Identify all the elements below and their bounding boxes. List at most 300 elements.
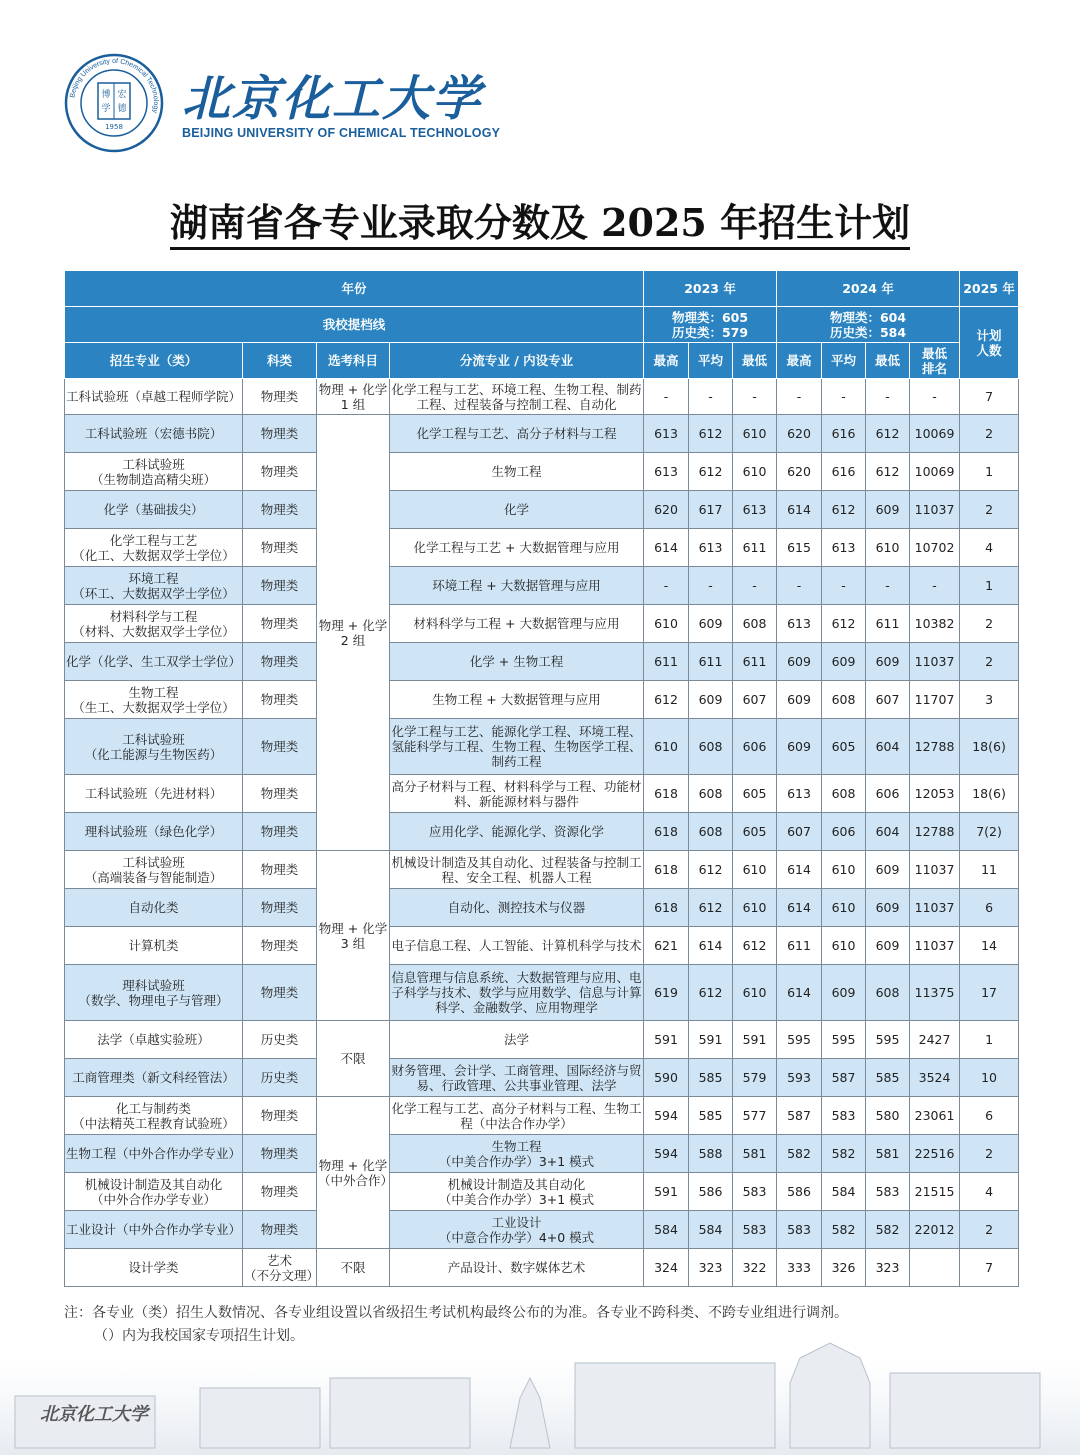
rank-2024-cell: 11375 [910, 965, 960, 1021]
line-label: 我校提档线 [65, 307, 644, 343]
plan-cell: 2 [960, 643, 1019, 681]
score-2024-cell: 606 [866, 775, 910, 813]
table-row [65, 1097, 1019, 1135]
col-min-2024: 最低 [866, 343, 910, 379]
major-cell: 材料科学与工程 （材料、大数据双学士学位） [65, 605, 243, 643]
score-2024-cell: - [822, 379, 866, 415]
subject-cell: 物理类 [243, 851, 317, 889]
plan-cell: 2 [960, 491, 1019, 529]
score-2024-cell: 582 [777, 1135, 822, 1173]
subject-group-cell: 不限 [317, 1021, 390, 1097]
plan-cell: 18(6) [960, 719, 1019, 775]
subject-cell: 物理类 [243, 927, 317, 965]
score-2023-cell: 621 [644, 927, 689, 965]
subject-cell: 物理类 [243, 1211, 317, 1249]
major-cell: 理科试验班（绿色化学） [65, 813, 243, 851]
score-2023-cell: 610 [733, 453, 777, 491]
rank-2024-cell: 12788 [910, 719, 960, 775]
plan-cell: 1 [960, 453, 1019, 491]
score-2024-cell: 612 [866, 415, 910, 453]
rank-2024-cell: 11037 [910, 643, 960, 681]
score-2023-cell: 612 [689, 415, 733, 453]
rank-2024-cell: 22516 [910, 1135, 960, 1173]
score-2023-cell: 577 [733, 1097, 777, 1135]
score-2024-cell: - [777, 567, 822, 605]
score-2024-cell: 583 [866, 1173, 910, 1211]
col-min-2023: 最低 [733, 343, 777, 379]
table-row [65, 681, 1019, 719]
score-2023-cell: 612 [733, 927, 777, 965]
table-row [65, 965, 1019, 1021]
table-row [65, 379, 1019, 415]
major-cell: 工科试验班（卓越工程师学院） [65, 379, 243, 415]
admission-table-wrap [64, 270, 1018, 1287]
score-2024-cell: 586 [777, 1173, 822, 1211]
stream-cell: 化学 + 生物工程 [390, 643, 644, 681]
page-title: 湖南省各专业录取分数及 2025 年招生计划 [0, 192, 1080, 247]
score-2023-cell: 618 [644, 813, 689, 851]
score-2024-cell: 609 [866, 643, 910, 681]
university-seal-icon [64, 53, 164, 153]
subject-cell: 物理类 [243, 719, 317, 775]
score-2024-cell: 609 [822, 965, 866, 1021]
score-2023-cell: 583 [733, 1173, 777, 1211]
stream-cell: 化学工程与工艺 + 大数据管理与应用 [390, 529, 644, 567]
year-label: 年份 [65, 271, 644, 307]
year-2025-header: 2025 年 [960, 271, 1019, 307]
plan-cell: 2 [960, 415, 1019, 453]
table-row [65, 1173, 1019, 1211]
score-2023-cell: 614 [644, 529, 689, 567]
major-cell: 化学工程与工艺 （化工、大数据双学士学位） [65, 529, 243, 567]
score-2024-cell: 614 [777, 889, 822, 927]
score-2023-cell: 611 [733, 529, 777, 567]
score-2023-cell: 608 [689, 719, 733, 775]
score-2024-cell: 614 [777, 965, 822, 1021]
score-2024-cell: 604 [866, 813, 910, 851]
score-2023-cell: 584 [644, 1211, 689, 1249]
score-2024-cell: 610 [822, 851, 866, 889]
score-2024-cell: 609 [866, 889, 910, 927]
stream-cell: 化学工程与工艺、环境工程、生物工程、制药工程、过程装备与控制工程、自动化 [390, 379, 644, 415]
score-2024-cell: 608 [822, 775, 866, 813]
score-2023-cell: 591 [644, 1173, 689, 1211]
col-avg-2024: 平均 [822, 343, 866, 379]
major-cell: 工科试验班 （化工能源与生物医药） [65, 719, 243, 775]
score-2024-cell: 608 [866, 965, 910, 1021]
plan-cell: 7 [960, 1249, 1019, 1287]
subject-cell: 物理类 [243, 1135, 317, 1173]
table-row [65, 567, 1019, 605]
table-row [65, 643, 1019, 681]
col-subject: 科类 [243, 343, 317, 379]
svg-text:学: 学 [101, 104, 111, 114]
stream-cell: 机械设计制造及其自动化、过程装备与控制工程、安全工程、机器人工程 [390, 851, 644, 889]
major-cell: 法学（卓越实验班） [65, 1021, 243, 1059]
rank-2024-cell: 10382 [910, 605, 960, 643]
table-row [65, 415, 1019, 453]
line-2024: 物理类：604 历史类：584 [777, 307, 960, 343]
score-2023-cell: 581 [733, 1135, 777, 1173]
plan-header: 计划人数 [960, 307, 1019, 379]
admission-table [64, 270, 1019, 1287]
score-2023-cell: 607 [733, 681, 777, 719]
score-2023-cell: 611 [733, 643, 777, 681]
col-select: 选考科目 [317, 343, 390, 379]
subject-cell: 物理类 [243, 1173, 317, 1211]
stream-cell: 法学 [390, 1021, 644, 1059]
table-row [65, 1135, 1019, 1173]
major-cell: 工科试验班（先进材料） [65, 775, 243, 813]
subject-cell: 物理类 [243, 775, 317, 813]
score-2024-cell: - [822, 567, 866, 605]
svg-text:博: 博 [101, 90, 111, 100]
seal-ring-text: Beijing University of Chemical Technology [69, 57, 160, 114]
subject-group-cell: 物理 + 化学 （中外合作） [317, 1097, 390, 1249]
plan-cell: 18(6) [960, 775, 1019, 813]
rank-2024-cell: 21515 [910, 1173, 960, 1211]
plan-cell: 14 [960, 927, 1019, 965]
score-2023-cell: - [689, 379, 733, 415]
rank-2024-cell: 10069 [910, 415, 960, 453]
plan-cell: 10 [960, 1059, 1019, 1097]
stream-cell: 材料科学与工程 + 大数据管理与应用 [390, 605, 644, 643]
subject-cell: 艺术 （不分文理） [243, 1249, 317, 1287]
rank-2024-cell: 2427 [910, 1021, 960, 1059]
score-2023-cell: 612 [644, 681, 689, 719]
subject-cell: 物理类 [243, 965, 317, 1021]
score-2023-cell: 608 [689, 813, 733, 851]
major-cell: 工业设计（中外合作办学专业） [65, 1211, 243, 1249]
score-2024-cell: 614 [777, 851, 822, 889]
score-2023-cell: 322 [733, 1249, 777, 1287]
table-row [65, 719, 1019, 775]
score-2023-cell: 619 [644, 965, 689, 1021]
score-2024-cell: 615 [777, 529, 822, 567]
score-2024-cell: 613 [822, 529, 866, 567]
score-2023-cell: 608 [689, 775, 733, 813]
score-2024-cell: 611 [777, 927, 822, 965]
score-2023-cell: 579 [733, 1059, 777, 1097]
subject-cell: 物理类 [243, 643, 317, 681]
subject-cell: 历史类 [243, 1059, 317, 1097]
score-2024-cell: 609 [777, 681, 822, 719]
major-cell: 工科试验班 （生物制造高精尖班） [65, 453, 243, 491]
score-2024-cell: 609 [777, 643, 822, 681]
score-2023-cell: 618 [644, 775, 689, 813]
stream-cell: 财务管理、会计学、工商管理、国际经济与贸易、行政管理、公共事业管理、法学 [390, 1059, 644, 1097]
score-2023-cell: 605 [733, 813, 777, 851]
rank-2024-cell: 11037 [910, 851, 960, 889]
score-2023-cell: 591 [733, 1021, 777, 1059]
subject-cell: 物理类 [243, 379, 317, 415]
score-2023-cell: - [733, 567, 777, 605]
plan-cell: 2 [960, 1135, 1019, 1173]
score-2023-cell: - [644, 567, 689, 605]
score-2023-cell: 611 [689, 643, 733, 681]
stream-cell: 生物工程 （中美合作办学）3+1 模式 [390, 1135, 644, 1173]
subject-cell: 物理类 [243, 605, 317, 643]
stream-cell: 工业设计 （中意合作办学）4+0 模式 [390, 1211, 644, 1249]
score-2024-cell: 585 [866, 1059, 910, 1097]
major-cell: 化工与制药类 （中法精英工程教育试验班） [65, 1097, 243, 1135]
score-2023-cell: 608 [733, 605, 777, 643]
score-2024-cell: 326 [822, 1249, 866, 1287]
major-cell: 化学（化学、生工双学士学位） [65, 643, 243, 681]
score-2023-cell: 613 [689, 529, 733, 567]
table-row [65, 1211, 1019, 1249]
score-2024-cell: - [866, 379, 910, 415]
score-2024-cell: 582 [822, 1135, 866, 1173]
subject-group-cell: 物理 + 化学 2 组 [317, 415, 390, 851]
score-2024-cell: 323 [866, 1249, 910, 1287]
major-cell: 设计学类 [65, 1249, 243, 1287]
table-row [65, 889, 1019, 927]
rank-2024-cell: 11037 [910, 889, 960, 927]
score-2024-cell: 614 [777, 491, 822, 529]
major-cell: 生物工程 （生工、大数据双学士学位） [65, 681, 243, 719]
score-2023-cell: 583 [733, 1211, 777, 1249]
subject-cell: 物理类 [243, 1097, 317, 1135]
col-max-2024: 最高 [777, 343, 822, 379]
score-2023-cell: 609 [689, 681, 733, 719]
score-2024-cell: 616 [822, 415, 866, 453]
col-rank-2024: 最低排名 [910, 343, 960, 379]
major-cell: 生物工程（中外合作办学专业） [65, 1135, 243, 1173]
score-2024-cell: 595 [822, 1021, 866, 1059]
major-cell: 工科试验班（宏德书院） [65, 415, 243, 453]
score-2024-cell: 333 [777, 1249, 822, 1287]
score-2023-cell: 612 [689, 453, 733, 491]
score-2023-cell: 613 [733, 491, 777, 529]
plan-cell: 7(2) [960, 813, 1019, 851]
stream-cell: 生物工程 [390, 453, 644, 491]
score-2024-cell: 607 [777, 813, 822, 851]
footnote-line-1: 注：各专业（类）招生人数情况、各专业组设置以省级招生考试机构最终公布的为准。各专业不跨科类、不跨专业组进行调剂。 [64, 1305, 848, 1321]
score-2023-cell: 594 [644, 1135, 689, 1173]
plan-cell: 6 [960, 889, 1019, 927]
score-2024-cell: 609 [822, 643, 866, 681]
score-2024-cell: 595 [866, 1021, 910, 1059]
major-cell: 环境工程 （环工、大数据双学士学位） [65, 567, 243, 605]
major-cell: 自动化类 [65, 889, 243, 927]
subject-group-cell: 物理 + 化学 1 组 [317, 379, 390, 415]
score-2024-cell: 620 [777, 453, 822, 491]
score-2023-cell: 609 [689, 605, 733, 643]
major-cell: 机械设计制造及其自动化 （中外合作办学专业） [65, 1173, 243, 1211]
stream-cell: 信息管理与信息系统、大数据管理与应用、电子科学与技术、数学与应用数学、信息与计算科学、金融数学、应用物理学 [390, 965, 644, 1021]
plan-cell: 11 [960, 851, 1019, 889]
table-row [65, 1249, 1019, 1287]
score-2024-cell: 581 [866, 1135, 910, 1173]
score-2024-cell: 593 [777, 1059, 822, 1097]
score-2023-cell: 610 [733, 965, 777, 1021]
admission-table-body [65, 379, 1019, 1287]
banner-logo-text: 北京化工大学 [40, 1404, 148, 1425]
stream-cell: 生物工程 + 大数据管理与应用 [390, 681, 644, 719]
rank-2024-cell: 10069 [910, 453, 960, 491]
table-row [65, 851, 1019, 889]
score-2023-cell: 610 [644, 719, 689, 775]
score-2023-cell: 613 [644, 415, 689, 453]
table-row [65, 927, 1019, 965]
score-2023-cell: 588 [689, 1135, 733, 1173]
line-2023: 物理类：605 历史类：579 [644, 307, 777, 343]
score-2024-cell: 616 [822, 453, 866, 491]
svg-text:宏: 宏 [117, 90, 127, 100]
score-2023-cell: 611 [644, 643, 689, 681]
score-2023-cell: 591 [689, 1021, 733, 1059]
stream-cell: 化学工程与工艺、能源化学工程、环境工程、氢能科学与工程、生物工程、生物医学工程、制药工程 [390, 719, 644, 775]
major-cell: 工科试验班 （高端装备与智能制造） [65, 851, 243, 889]
rank-2024-cell: 10702 [910, 529, 960, 567]
stream-cell: 高分子材料与工程、材料科学与工程、功能材料、新能源材料与器件 [390, 775, 644, 813]
score-2024-cell: 610 [822, 927, 866, 965]
score-2023-cell: 590 [644, 1059, 689, 1097]
rank-2024-cell: 11037 [910, 491, 960, 529]
score-2024-cell: - [777, 379, 822, 415]
score-2024-cell: 610 [822, 889, 866, 927]
subject-cell: 物理类 [243, 453, 317, 491]
score-2024-cell: 587 [777, 1097, 822, 1135]
stream-cell: 自动化、测控技术与仪器 [390, 889, 644, 927]
plan-cell: 1 [960, 567, 1019, 605]
score-2023-cell: 585 [689, 1097, 733, 1135]
score-2024-cell: 610 [866, 529, 910, 567]
year-2023-header: 2023 年 [644, 271, 777, 307]
university-header [64, 50, 564, 160]
score-2024-cell: - [866, 567, 910, 605]
stream-cell: 化学 [390, 491, 644, 529]
rank-2024-cell: 12053 [910, 775, 960, 813]
campus-skyline-illustration [0, 1318, 1080, 1455]
score-2023-cell: 620 [644, 491, 689, 529]
score-2024-cell: 612 [822, 491, 866, 529]
score-2024-cell: 604 [866, 719, 910, 775]
score-2024-cell: 605 [822, 719, 866, 775]
plan-cell: 6 [960, 1097, 1019, 1135]
subject-group-cell: 不限 [317, 1249, 390, 1287]
table-row [65, 1021, 1019, 1059]
score-2024-cell: 607 [866, 681, 910, 719]
stream-cell: 产品设计、数字媒体艺术 [390, 1249, 644, 1287]
rank-2024-cell: 23061 [910, 1097, 960, 1135]
score-2023-cell: 323 [689, 1249, 733, 1287]
score-2023-cell: 610 [733, 851, 777, 889]
score-2023-cell: 594 [644, 1097, 689, 1135]
plan-cell: 7 [960, 379, 1019, 415]
table-row [65, 1059, 1019, 1097]
score-2024-cell: 582 [866, 1211, 910, 1249]
score-2023-cell: 605 [733, 775, 777, 813]
score-2023-cell: - [644, 379, 689, 415]
score-2024-cell: 608 [822, 681, 866, 719]
score-2023-cell: 618 [644, 851, 689, 889]
plan-cell: 2 [960, 1211, 1019, 1249]
score-2024-cell: 613 [777, 605, 822, 643]
score-2024-cell: 606 [822, 813, 866, 851]
score-2023-cell: 613 [644, 453, 689, 491]
table-row [65, 605, 1019, 643]
score-2023-cell: 610 [644, 605, 689, 643]
table-row [65, 775, 1019, 813]
subject-cell: 物理类 [243, 813, 317, 851]
subject-group-cell: 物理 + 化学 3 组 [317, 851, 390, 1021]
score-2023-cell: 585 [689, 1059, 733, 1097]
col-major: 招生专业（类） [65, 343, 243, 379]
score-2023-cell: 612 [689, 889, 733, 927]
score-2023-cell: 618 [644, 889, 689, 927]
col-stream: 分流专业 / 内设专业 [390, 343, 644, 379]
table-row [65, 453, 1019, 491]
plan-cell: 4 [960, 1173, 1019, 1211]
score-2023-cell: 591 [644, 1021, 689, 1059]
subject-cell: 物理类 [243, 491, 317, 529]
table-row [65, 813, 1019, 851]
score-2024-cell: 609 [777, 719, 822, 775]
score-2023-cell: - [733, 379, 777, 415]
col-max-2023: 最高 [644, 343, 689, 379]
major-cell: 理科试验班 （数学、物理电子与管理） [65, 965, 243, 1021]
score-2023-cell: 606 [733, 719, 777, 775]
year-2024-header: 2024 年 [777, 271, 960, 307]
stream-cell: 电子信息工程、人工智能、计算机科学与技术 [390, 927, 644, 965]
stream-cell: 环境工程 + 大数据管理与应用 [390, 567, 644, 605]
score-2024-cell: 584 [822, 1173, 866, 1211]
score-2023-cell: 584 [689, 1211, 733, 1249]
table-row [65, 529, 1019, 567]
seal-year: 1958 [105, 123, 123, 131]
score-2023-cell: 614 [689, 927, 733, 965]
stream-cell: 机械设计制造及其自动化 （中美合作办学）3+1 模式 [390, 1173, 644, 1211]
plan-cell: 17 [960, 965, 1019, 1021]
score-2023-cell: 610 [733, 415, 777, 453]
score-2023-cell: 586 [689, 1173, 733, 1211]
score-2023-cell: 610 [733, 889, 777, 927]
score-2024-cell: 609 [866, 851, 910, 889]
plan-cell: 3 [960, 681, 1019, 719]
score-2024-cell: 613 [777, 775, 822, 813]
col-avg-2023: 平均 [689, 343, 733, 379]
subject-cell: 物理类 [243, 415, 317, 453]
major-cell: 化学（基础拔尖） [65, 491, 243, 529]
rank-2024-cell: - [910, 379, 960, 415]
major-cell: 计算机类 [65, 927, 243, 965]
score-2024-cell: 583 [777, 1211, 822, 1249]
major-cell: 工商管理类（新文科经管法） [65, 1059, 243, 1097]
footnote-line-2: （）内为我校国家专项招生计划。 [94, 1328, 304, 1344]
subject-cell: 物理类 [243, 681, 317, 719]
subject-cell: 物理类 [243, 567, 317, 605]
stream-cell: 化学工程与工艺、高分子材料与工程 [390, 415, 644, 453]
logo-chinese-name: 北京化工大学 [182, 71, 483, 127]
plan-cell: 1 [960, 1021, 1019, 1059]
score-2023-cell: 617 [689, 491, 733, 529]
score-2024-cell: 620 [777, 415, 822, 453]
score-2023-cell: 612 [689, 965, 733, 1021]
score-2023-cell: 612 [689, 851, 733, 889]
score-2024-cell: 609 [866, 927, 910, 965]
table-row [65, 491, 1019, 529]
score-2023-cell: 324 [644, 1249, 689, 1287]
stream-cell: 应用化学、能源化学、资源化学 [390, 813, 644, 851]
rank-2024-cell: 3524 [910, 1059, 960, 1097]
rank-2024-cell: 11707 [910, 681, 960, 719]
rank-2024-cell: 11037 [910, 927, 960, 965]
subject-cell: 物理类 [243, 529, 317, 567]
rank-2024-cell: 12788 [910, 813, 960, 851]
logo-english-name: BEIJING UNIVERSITY OF CHEMICAL TECHNOLOGY [182, 126, 501, 140]
